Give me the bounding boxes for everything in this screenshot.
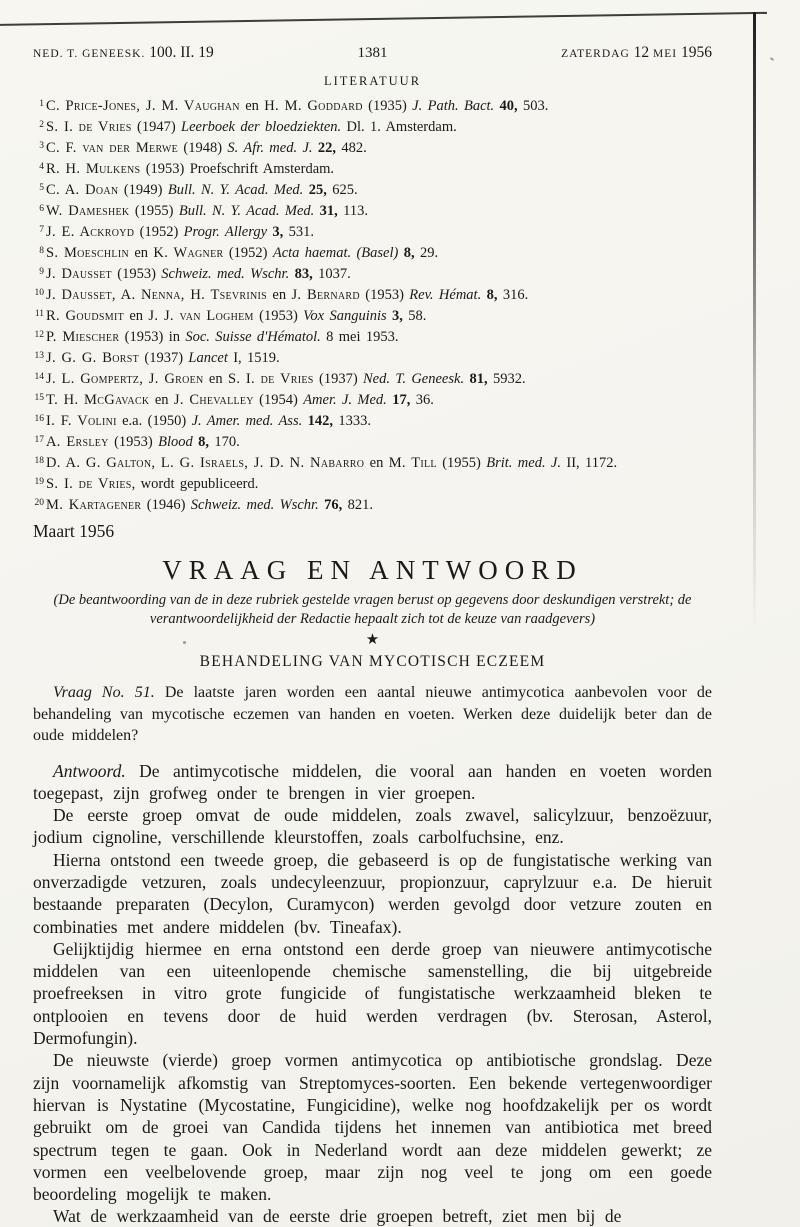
- reference-item: [33, 431, 712, 452]
- section-title: VRAAG EN ANTWOORD: [162, 555, 583, 585]
- text-segment: Bull. N. Y. Acad. Med.: [178, 203, 320, 219]
- text-segment: Amer. J. Med.: [303, 392, 393, 408]
- text-segment: en: [267, 287, 292, 303]
- text-segment: 3,: [272, 224, 289, 240]
- text-segment: P. Miescher: [46, 329, 120, 345]
- answer-body: [33, 760, 712, 1227]
- reference-number: 8: [39, 246, 44, 256]
- answer-paragraph: [33, 1205, 712, 1227]
- text-segment: (1937): [313, 371, 364, 387]
- reference-item: [33, 452, 712, 473]
- text-segment: (1953): [111, 266, 162, 282]
- text-segment: 36.: [415, 392, 434, 408]
- answer-paragraph: [33, 849, 712, 938]
- text-segment: 100. II. 19: [149, 44, 214, 61]
- text-segment: I. F. Volini: [46, 413, 117, 429]
- literature-heading: LITERATUUR: [323, 74, 422, 88]
- text-segment: 3,: [392, 308, 409, 324]
- text-segment: J. E. Ackroyd: [46, 224, 135, 240]
- answer-text: De nieuwste (vierde) groep vormen antimycotica op antibiotische grondslag. Deze zijn voornamelijk afkomstig van Streptomyces-soorten. Een bekende vertegenwoordiger hiervan is Nystatine (Mycostatine, Fungicidine), welke nog hoofdzakelijk per os wordt gebruikt om de groei van Candida tijdens het innemen van antibiotica met breed spectrum tegen te gaan. Ook in Nederland wordt aan deze middelen gewerkt; ze vormen een veelbelovende groep, maar zijn nog veel te jong om een goede beoordeling mogelijk te maken.: [33, 1050, 712, 1205]
- reference-item: [33, 389, 712, 410]
- text-segment: S. Afr. med. J.: [227, 140, 318, 156]
- reference-item: [33, 137, 712, 158]
- reference-item: [33, 200, 712, 221]
- section-subtitle: (De beantwoording van de in deze rubriek gestelde vragen berust op gegevens door deskundigen verstrekt; de verantwoordelijkheid der Redactie hepaalt zich tot de keuze van raadgevers): [53, 592, 692, 627]
- question-text: De laatste jaren worden een aantal nieuwe antimycotica aanbevolen voor de behandeling van mycotische eczemen van handen en voeten. Werken deze duidelijk beter dan de oude middelen?: [33, 684, 712, 744]
- text-segment: 40,: [499, 98, 524, 114]
- article-title: BEHANDELING VAN MYCOTISCH ECZEEM: [199, 653, 546, 670]
- text-segment: (1935): [362, 98, 413, 114]
- text-segment: S. I. de Vries: [227, 371, 314, 387]
- text-segment: 316.: [502, 287, 529, 303]
- text-segment: S. I. de Vries: [46, 119, 132, 135]
- reference-item: [33, 473, 712, 494]
- text-segment: 31,: [319, 203, 344, 219]
- text-segment: 503.: [523, 98, 549, 114]
- text-segment: 22,: [317, 140, 342, 156]
- text-segment: 58.: [408, 308, 427, 324]
- text-segment: II, 1172.: [566, 455, 618, 471]
- text-segment: Dl. 1. Amsterdam.: [341, 119, 457, 135]
- text-segment: e.a. (1950): [116, 413, 192, 429]
- reference-number: 9: [39, 267, 44, 277]
- text-segment: (1953): [253, 308, 304, 324]
- scan-speck: [770, 57, 774, 61]
- text-segment: (1948): [178, 140, 228, 156]
- text-segment: (1947): [131, 119, 182, 135]
- reference-item: [33, 284, 712, 305]
- text-segment: A. Ersley: [46, 434, 109, 450]
- text-segment: Vox Sanguinis: [303, 308, 393, 324]
- reference-item: [33, 158, 712, 179]
- text-segment: (1952): [223, 245, 273, 261]
- answer-paragraph: [33, 1049, 712, 1205]
- reference-item: [33, 242, 712, 263]
- reference-item: [33, 368, 712, 389]
- text-segment: Progr. Allergy: [183, 224, 273, 240]
- text-segment: Blood: [158, 434, 199, 450]
- text-segment: (1953) Proefschrift Amsterdam.: [140, 161, 335, 177]
- reference-item: [33, 95, 712, 116]
- reference-item: [33, 221, 712, 242]
- text-segment: 17,: [392, 392, 416, 408]
- text-segment: ZATERDAG: [561, 48, 634, 60]
- text-segment: C. A. Doan: [46, 182, 119, 198]
- text-segment: Leerboek der bloedziekten.: [181, 119, 342, 135]
- reference-number: 11: [34, 309, 44, 319]
- reference-number: 17: [34, 435, 44, 445]
- reference-number: 4: [39, 162, 44, 172]
- text-segment: (1953): [359, 287, 410, 303]
- reference-number: 13: [34, 351, 44, 361]
- reference-number: 3: [39, 141, 44, 151]
- page-header: [33, 44, 712, 62]
- journal-reference: [33, 44, 358, 62]
- scan-edge-line-top: [0, 12, 767, 26]
- reference-item: [33, 326, 712, 347]
- text-segment: J. Dausset, A. Nenna, H. Tsevrinis: [46, 287, 268, 303]
- answer-lead: Antwoord.: [53, 760, 126, 781]
- answer-text: De antimycotische middelen, die vooral aan handen en voeten worden toegepast, zijn grofweg onder te brengen in vier groepen.: [33, 760, 712, 803]
- text-segment: en: [129, 245, 154, 261]
- text-segment: 83,: [294, 266, 319, 282]
- text-segment: 531.: [288, 224, 315, 240]
- question-lead: Vraag No. 51.: [53, 684, 155, 701]
- reference-number: 6: [39, 204, 44, 214]
- text-segment: 1333.: [338, 413, 371, 429]
- text-segment: en: [203, 371, 228, 387]
- text-segment: 81,: [469, 371, 493, 387]
- answer-text: De eerste groep omvat de oude middelen, zoals zwavel, salicylzuur, benzoëzuur, jodium cignoline, verschillende kleurstoffen, zoals carbolfuchsine, enz.: [33, 805, 712, 848]
- text-segment: 8,: [403, 245, 420, 261]
- text-segment: 113.: [343, 203, 369, 219]
- text-segment: D. A. G. Galton, L. G. Israels, J. D. N. Nabarro: [46, 455, 365, 471]
- text-segment: (1949): [118, 182, 168, 198]
- text-segment: en: [364, 455, 389, 471]
- text-segment: R. Goudsmit: [46, 308, 124, 324]
- text-segment: (1946): [141, 497, 191, 513]
- reference-number: 7: [39, 225, 44, 235]
- reference-item: [33, 116, 712, 137]
- text-segment: Schweiz. med. Wschr.: [190, 497, 325, 513]
- text-segment: Schweiz. med. Wschr.: [161, 266, 295, 282]
- text-segment: (1952): [134, 224, 184, 240]
- reference-number: 5: [39, 183, 44, 193]
- text-segment: S. I. de Vries: [46, 476, 132, 492]
- question-paragraph: [33, 682, 712, 747]
- text-segment: en: [239, 98, 265, 114]
- text-segment: J. J. van Loghem: [148, 308, 254, 324]
- reference-item: [33, 347, 712, 368]
- text-segment: 5932.: [492, 371, 526, 387]
- text-segment: en: [149, 392, 174, 408]
- text-segment: (1955): [129, 203, 179, 219]
- text-segment: C. Price-Jones, J. M. Vaughan: [46, 98, 240, 114]
- text-segment: 12: [633, 44, 654, 61]
- text-segment: 8 mei 1953.: [320, 329, 399, 345]
- reference-item: [33, 305, 712, 326]
- reference-number: 1: [39, 99, 44, 109]
- text-segment: 8,: [486, 287, 503, 303]
- text-segment: J. Amer. med. Ass.: [191, 413, 308, 429]
- answer-paragraph: [33, 804, 712, 849]
- text-segment: 170.: [214, 434, 240, 450]
- issue-date: [388, 44, 713, 62]
- text-segment: Ned. T. Geneesk.: [363, 371, 470, 387]
- text-segment: Acta haemat. (Basel): [272, 245, 404, 261]
- answer-text: Gelijktijdig hiermee en erna ontstond een derde groep van nieuwere antimycotische middelen van een uiteenlopende chemische samenstelling, die bij uitgebreide proefreeksen in vitro grote fungicide of fungistatische werkzaamheid bleken te ontplooien en tevens door de huid werden verdragen (bv. Sterosan, Asterol, Dermofungin).: [33, 938, 712, 1049]
- reference-item: [33, 179, 712, 200]
- reference-number: 2: [39, 120, 44, 130]
- text-segment: MEI: [653, 48, 681, 60]
- page-content: [33, 74, 712, 1227]
- reference-number: 15: [34, 393, 44, 403]
- reference-number: 18: [34, 456, 44, 466]
- text-segment: 1037.: [318, 266, 351, 282]
- text-segment: 142,: [307, 413, 339, 429]
- text-segment: (1953) in: [119, 329, 186, 345]
- text-segment: en: [124, 308, 149, 324]
- text-segment: NED. T. GENEESK.: [33, 48, 150, 60]
- text-segment: 821.: [347, 497, 373, 513]
- text-segment: Bull. N. Y. Acad. Med.: [167, 182, 309, 198]
- text-segment: T. H. McGavack: [46, 392, 150, 408]
- text-segment: 1956: [681, 44, 712, 61]
- text-segment: J. Bernard: [291, 287, 360, 303]
- text-segment: J. G. G. Borst: [46, 350, 139, 366]
- reference-number: 20: [34, 498, 44, 508]
- text-segment: Soc. Suisse d'Hématol.: [185, 329, 321, 345]
- text-segment: S. Moeschlin: [46, 245, 129, 261]
- text-segment: Rev. Hémat.: [409, 287, 487, 303]
- text-segment: R. H. Mulkens: [46, 161, 141, 177]
- text-segment: J. Dausset: [46, 266, 112, 282]
- text-segment: W. Dameshek: [46, 203, 130, 219]
- text-segment: 625.: [332, 182, 358, 198]
- text-segment: Brit. med. J.: [486, 455, 567, 471]
- text-segment: C. F. van der Merwe: [46, 140, 179, 156]
- date-line: Maart 1956: [33, 521, 115, 541]
- reference-number: 16: [34, 414, 44, 424]
- star-icon: ★: [365, 632, 380, 648]
- answer-text: Hierna ontstond een tweede groep, die gebaseerd is op de fungistatische werking van onverzadigde vetzuren, zoals undecyleenzuur, propionzuur, caprylzuur e.a. De hieruit bestaande preparaten (Decylon, Curamycon) werden gevolgd door vetzure zouten en combinaties met andere middelen (bv. Tineafax).: [33, 849, 712, 937]
- scan-speck: [183, 641, 186, 644]
- reference-number: 19: [34, 477, 44, 487]
- reference-item: [33, 494, 712, 515]
- text-segment: , wordt gepubliceerd.: [131, 476, 259, 492]
- text-segment: J. L. Gompertz, J. Groen: [46, 371, 204, 387]
- text-segment: 482.: [341, 140, 367, 156]
- text-segment: (1954): [253, 392, 304, 408]
- text-segment: (1955): [436, 455, 487, 471]
- reference-number: 10: [34, 288, 44, 298]
- answer-paragraph: [33, 760, 712, 805]
- text-segment: I, 1519.: [227, 350, 280, 366]
- text-segment: M. Kartagener: [46, 497, 142, 513]
- text-segment: (1937): [139, 350, 189, 366]
- text-segment: 8,: [198, 434, 215, 450]
- text-segment: Lancet: [188, 350, 228, 366]
- page-number: 1381: [357, 45, 388, 61]
- answer-paragraph: [33, 938, 712, 1049]
- reference-item: [33, 410, 712, 431]
- text-segment: J. Path. Bact.: [412, 98, 500, 114]
- answer-text: Wat de werkzaamheid van de eerste drie groepen betreft, ziet men bij de: [53, 1206, 622, 1227]
- text-segment: K. Wagner: [153, 245, 224, 261]
- text-segment: J. Chevalley: [173, 392, 254, 408]
- reference-number: 12: [34, 330, 44, 340]
- text-segment: 25,: [308, 182, 333, 198]
- text-segment: 29.: [419, 245, 439, 261]
- scan-edge-line-right: [753, 12, 756, 632]
- text-segment: 76,: [324, 497, 348, 513]
- text-segment: M. Till: [388, 455, 437, 471]
- reference-number: 14: [34, 372, 44, 382]
- text-segment: (1953): [108, 434, 159, 450]
- reference-item: [33, 263, 712, 284]
- reference-list: [33, 95, 712, 515]
- text-segment: H. M. Goddard: [264, 98, 363, 114]
